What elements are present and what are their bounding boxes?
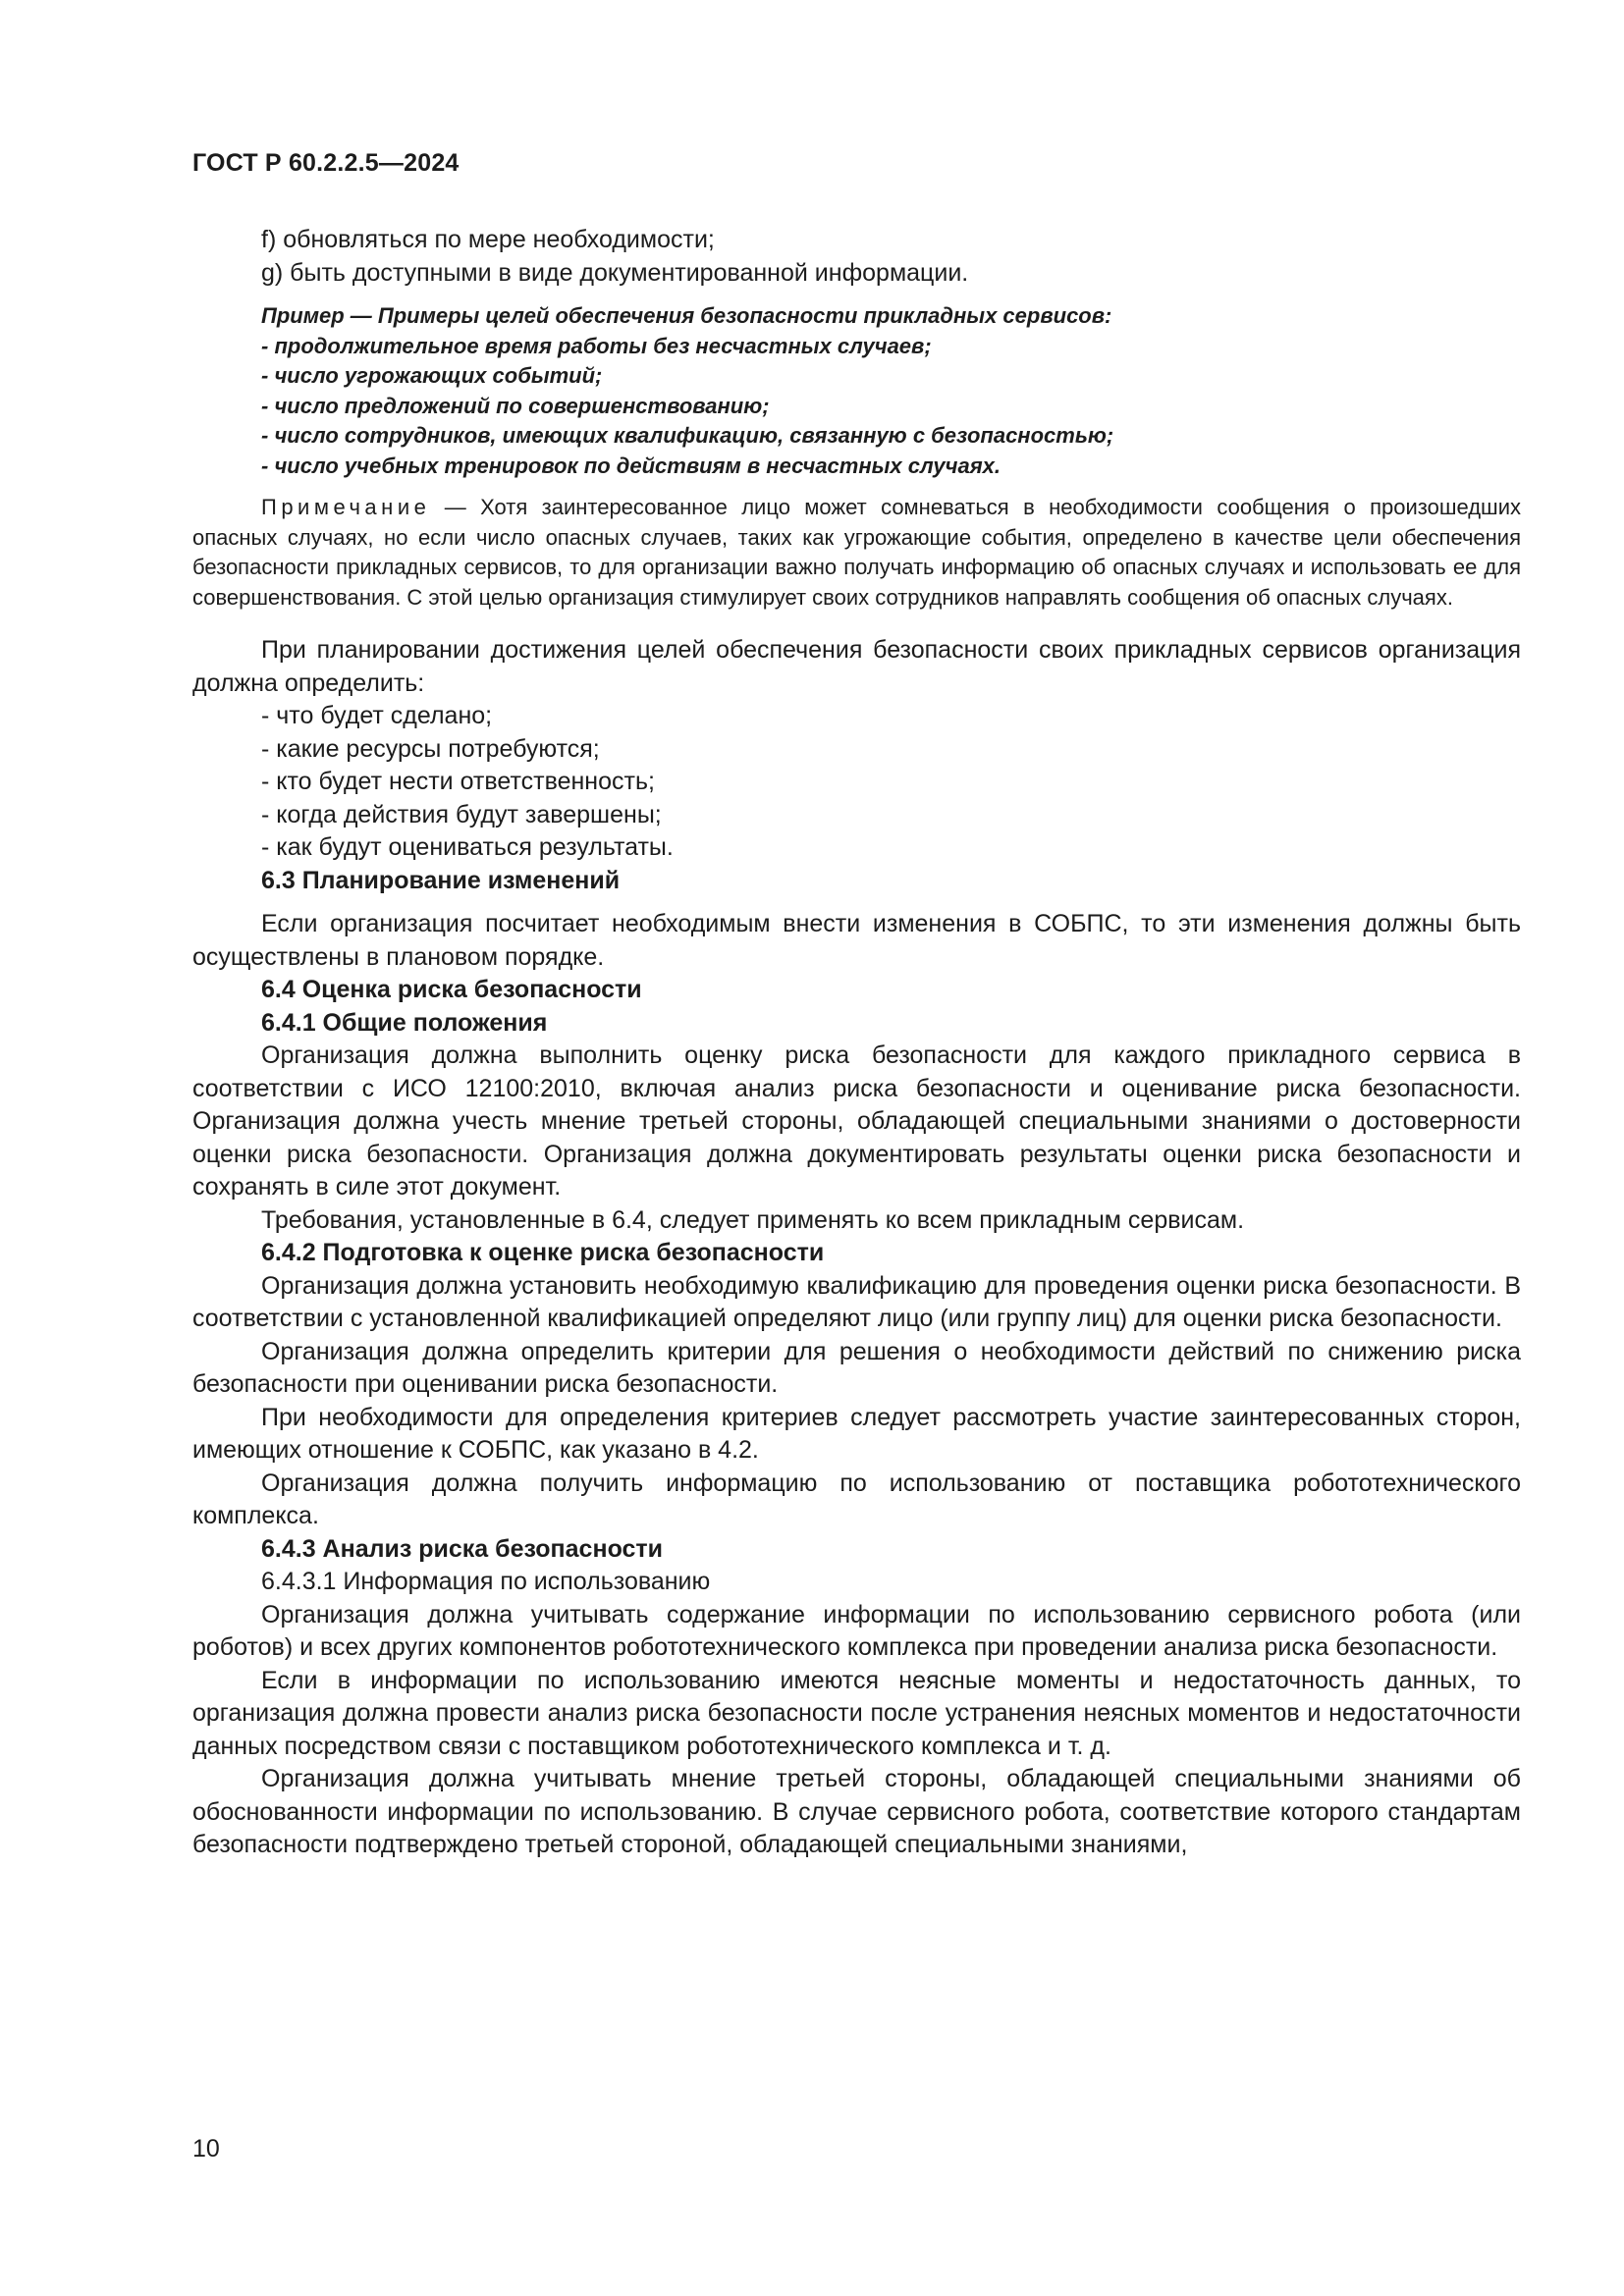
- list-item: f) обновляться по мере необходимости;: [261, 226, 715, 253]
- intro-list: [192, 224, 1521, 290]
- example-item: - продолжительное время работы без несчастных случаев;: [261, 333, 932, 358]
- paragraph: Организация должна установить необходимую квалификацию для проведения оценки риска безопасности. В соответствии с установленной квалификацией определяют лицо (или группу лиц) для оценки риска безопасности.: [192, 1271, 1521, 1332]
- note-text: — Хотя заинтересованное лицо может сомневаться в необходимости сообщения о произошедших опасных случаях, но если число опасных случаев, таких как угрожающие события, определено в качестве цели обеспечения безопасности прикладных сервисов, то для организации важно получать информацию об опасных случаях и использовать ее для совершенствования. С этой целью организация стимулирует своих сотрудников направлять сообщения об опасных случаях.: [192, 495, 1521, 610]
- planning-paragraph: При планировании достижения целей обеспечения безопасности своих прикладных сервисов организация должна определить:: [192, 636, 1521, 697]
- section-heading-6-4-1: 6.4.1 Общие положения: [261, 1008, 548, 1037]
- subsection-heading-6-4-3-1: 6.4.3.1 Информация по использованию: [261, 1568, 711, 1595]
- planning-list: [192, 700, 1521, 865]
- paragraph: Требования, установленные в 6.4, следует применять ко всем прикладным сервисам.: [261, 1205, 1245, 1234]
- list-item: - что будет сделано;: [261, 702, 493, 729]
- note-label: Примечание: [261, 495, 431, 519]
- paragraph: Организация должна определить критерии для решения о необходимости действий по снижению риска безопасности при оценивании риска безопасности.: [192, 1337, 1521, 1398]
- note-block: [192, 493, 1521, 613]
- paragraph: Организация должна выполнить оценку риска безопасности для каждого прикладного сервиса в соответствии с ИСО 12100:2010, включая анализ риска безопасности и оценивание риска безопасности. Организация должна учесть мнение третьей стороны, обладающей специальными знаниями о достоверности оценки риска безопасности. Организация должна документировать результаты оценки риска безопасности и сохранять в силе этот документ.: [192, 1041, 1521, 1201]
- paragraph: Если в информации по использованию имеются неясные моменты и недостаточность данных, то организация должна провести анализ риска безопасности после устранения неясных моментов и недостаточности данных посредством связи с поставщиком робототехнического комплекса и т. д.: [192, 1666, 1521, 1760]
- example-item: - число учебных тренировок по действиям в несчастных случаях.: [261, 453, 1001, 478]
- example-item: - число угрожающих событий;: [261, 363, 603, 388]
- document-body: [192, 224, 1521, 1862]
- section-heading-6-3: 6.3 Планирование изменений: [261, 866, 621, 894]
- list-item: g) быть доступными в виде документированной информации.: [261, 258, 969, 287]
- example-item: - число предложений по совершенствованию;: [261, 393, 770, 418]
- list-item: - какие ресурсы потребуются;: [261, 734, 600, 763]
- example-item: - число сотрудников, имеющих квалификацию, связанную с безопасностью;: [261, 423, 1114, 448]
- example-title: Пример — Примеры целей обеспечения безопасности прикладных сервисов:: [261, 303, 1112, 328]
- example-block: [192, 301, 1521, 481]
- paragraph: Организация должна учитывать содержание информации по использованию сервисного робота (или роботов) и всех других компонентов робототехнического комплекса при проведении анализа риска безопасности.: [192, 1600, 1521, 1661]
- paragraph: При необходимости для определения критериев следует рассмотреть участие заинтересованных сторон, имеющих отношение к СОБПС, как указано в 4.2.: [192, 1403, 1521, 1464]
- section-heading-6-4-2: 6.4.2 Подготовка к оценке риска безопасности: [261, 1239, 825, 1266]
- section-heading-6-4: 6.4 Оценка риска безопасности: [261, 976, 642, 1003]
- list-item: - как будут оцениваться результаты.: [261, 833, 674, 861]
- section-6-3-paragraph: Если организация посчитает необходимым внести изменения в СОБПС, то эти изменения должны быть осуществлены в плановом порядке.: [192, 910, 1521, 971]
- list-item: - кто будет нести ответственность;: [261, 768, 655, 795]
- list-item: - когда действия будут завершены;: [261, 800, 662, 828]
- document-header: ГОСТ Р 60.2.2.5—2024: [192, 149, 460, 177]
- section-heading-6-4-3: 6.4.3 Анализ риска безопасности: [261, 1534, 664, 1563]
- paragraph: Организация должна учитывать мнение третьей стороны, обладающей специальными знаниями об обоснованности информации по использованию. В случае сервисного робота, соответствие которого стандартам безопасности подтверждено третьей стороной, обладающей специальными знаниями,: [192, 1765, 1521, 1858]
- paragraph: Организация должна получить информацию по использованию от поставщика робототехнического комплекса.: [192, 1468, 1521, 1529]
- page-number: 10: [192, 2135, 220, 2163]
